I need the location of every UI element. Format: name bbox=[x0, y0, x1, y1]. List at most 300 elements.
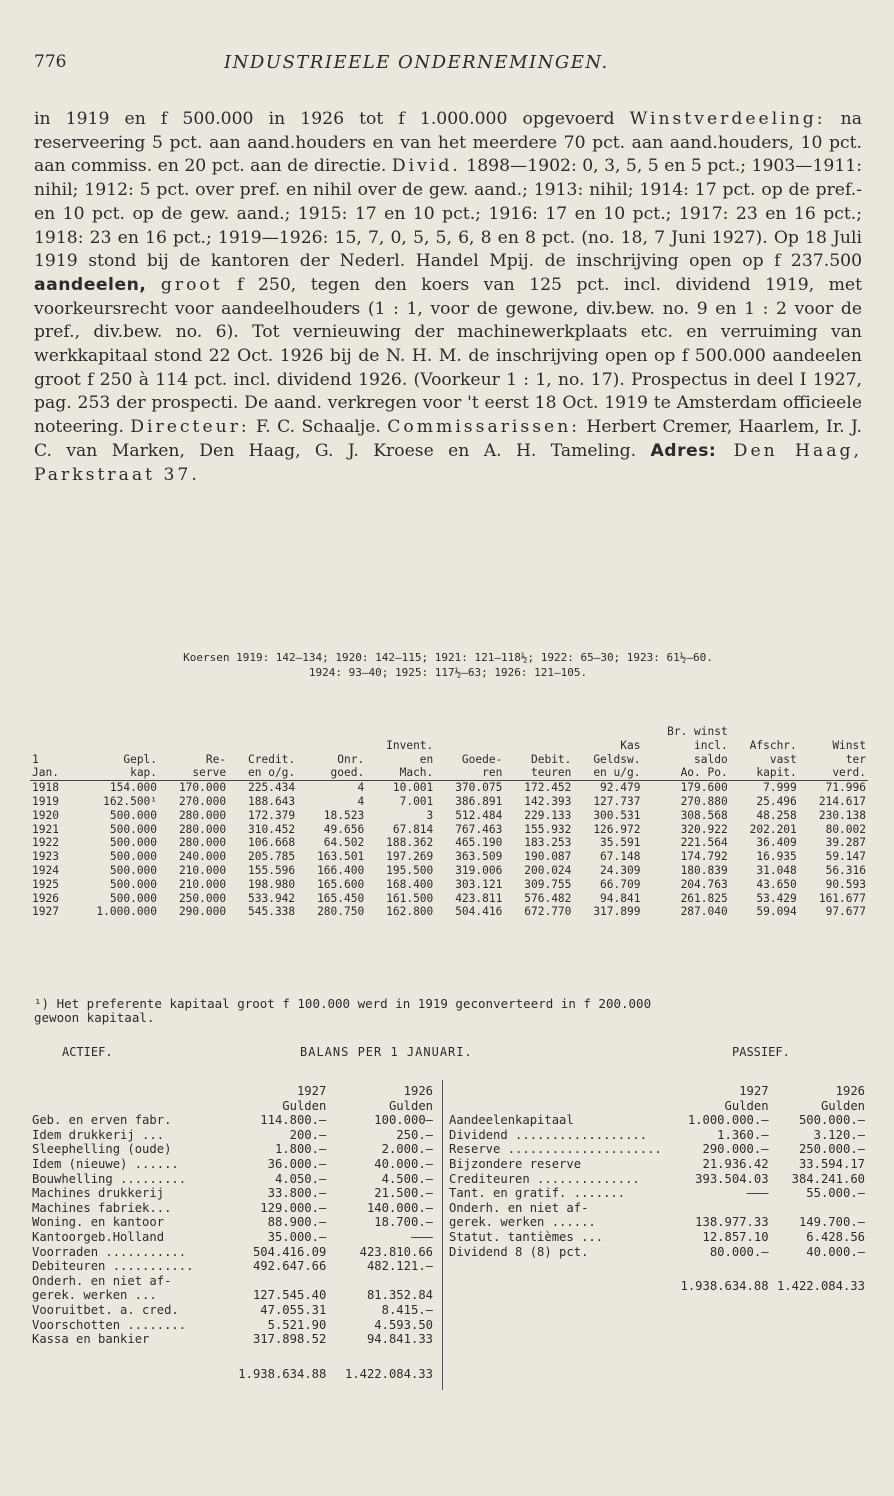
adres-label: Adres: bbox=[650, 440, 717, 461]
assets-row bbox=[30, 1288, 435, 1303]
table-cell: 500.000 bbox=[109, 850, 158, 864]
table-cell: 317.899 bbox=[593, 905, 641, 919]
assets-row bbox=[30, 1201, 435, 1216]
table-cell: 8.415.— bbox=[381, 1302, 433, 1317]
column-divider bbox=[442, 1080, 443, 1390]
table-cell: 1920 bbox=[32, 808, 59, 822]
table-row bbox=[30, 892, 868, 906]
table-cell: 370.075 bbox=[455, 781, 503, 795]
table-cell: 97.677 bbox=[825, 905, 866, 919]
column-header bbox=[159, 739, 228, 753]
column-header: Goede- bbox=[461, 752, 503, 766]
table-cell: 4 bbox=[357, 781, 365, 795]
table-cell: 210.000 bbox=[178, 877, 227, 891]
total-value: 1.422.084.33 bbox=[344, 1366, 433, 1381]
table-cell: 767.463 bbox=[455, 822, 503, 836]
liabilities-row bbox=[447, 1245, 867, 1260]
table-cell: 204.763 bbox=[680, 877, 728, 891]
table-cell: 35.000.— bbox=[267, 1229, 327, 1244]
page-header bbox=[34, 52, 860, 80]
column-header: ter bbox=[845, 752, 866, 766]
table-cell: 180.839 bbox=[680, 863, 728, 877]
column-header: 1 bbox=[32, 752, 39, 766]
table-cell: 229.133 bbox=[524, 808, 572, 822]
table-cell: 31.048 bbox=[756, 863, 797, 877]
table-cell: 56.316 bbox=[825, 863, 866, 877]
column-header: Gulden bbox=[388, 1098, 433, 1113]
table-cell: 170.000 bbox=[178, 781, 227, 795]
assets-header-row bbox=[30, 1084, 435, 1099]
column-header: 1927 bbox=[296, 1084, 327, 1098]
passief-label: PASSIEF. bbox=[732, 1045, 790, 1059]
body-paragraph bbox=[34, 108, 862, 487]
table-cell: gerek. werken ...... bbox=[449, 1215, 596, 1230]
column-header: ren bbox=[435, 766, 504, 780]
table-cell: 142.393 bbox=[524, 794, 572, 808]
table-cell: 290.000 bbox=[178, 905, 227, 919]
koersen-line-1 bbox=[34, 651, 862, 666]
table-cell: 423.810.66 bbox=[359, 1244, 433, 1259]
column-header bbox=[366, 725, 435, 739]
table-cell: Dividend .................. bbox=[449, 1127, 648, 1142]
column-header: Geldsw. bbox=[593, 752, 641, 766]
column-header bbox=[72, 725, 159, 739]
liabilities-row bbox=[447, 1157, 867, 1172]
column-header: incl. bbox=[694, 738, 728, 752]
table-cell: 1926 bbox=[32, 891, 59, 905]
header-row bbox=[30, 725, 868, 739]
table-cell: ——— bbox=[746, 1186, 769, 1201]
column-header: Gulden bbox=[724, 1098, 769, 1113]
text-segment: na reserveering 5 pct. aan aand.houders en van het meerdere 70 pct. aan aand.houders, 10 pct. aan commiss. en 20 pct. aan de directie. bbox=[34, 109, 863, 177]
balance-assets-table bbox=[30, 1084, 435, 1381]
table-cell: 172.379 bbox=[248, 808, 296, 822]
table-cell: 163.501 bbox=[317, 850, 365, 864]
table-cell: 393.504.03 bbox=[695, 1171, 769, 1186]
table-cell: 250.— bbox=[396, 1127, 433, 1142]
table-cell: 165.600 bbox=[317, 877, 365, 891]
table-cell: 500.000 bbox=[109, 836, 158, 850]
table-cell: Idem drukkerij ... bbox=[32, 1127, 165, 1142]
table-cell bbox=[222, 1274, 329, 1289]
assets-row bbox=[30, 1274, 435, 1289]
table-cell: 363.509 bbox=[455, 850, 503, 864]
table-cell: 154.000 bbox=[109, 781, 158, 795]
table-cell: 280.000 bbox=[178, 808, 227, 822]
table-cell: Voorraden ........... bbox=[32, 1244, 187, 1259]
table-cell: 168.400 bbox=[386, 877, 434, 891]
column-header: serve bbox=[159, 766, 228, 780]
table-cell: 500.000 bbox=[109, 891, 158, 905]
column-header: goed. bbox=[297, 766, 366, 780]
table-cell: 138.977.33 bbox=[695, 1215, 769, 1230]
table-cell: 386.891 bbox=[455, 794, 503, 808]
table-cell: 500.000 bbox=[109, 877, 158, 891]
column-header bbox=[72, 739, 159, 753]
liabilities-header-row bbox=[447, 1084, 867, 1099]
table-cell: 198.980 bbox=[248, 877, 296, 891]
table-cell: Crediteuren .............. bbox=[449, 1171, 640, 1186]
table-cell: 492.647.66 bbox=[252, 1259, 327, 1274]
table-cell: 195.500 bbox=[386, 863, 434, 877]
column-header: Ao. Po. bbox=[642, 766, 729, 780]
liabilities-row bbox=[447, 1113, 867, 1128]
table-cell: 504.416.09 bbox=[252, 1244, 327, 1259]
table-cell: 576.482 bbox=[524, 891, 572, 905]
table-cell: 1924 bbox=[32, 863, 59, 877]
table-cell: 64.502 bbox=[323, 836, 365, 850]
column-header: kapit. bbox=[730, 766, 799, 780]
table-cell: Statut. tantièmes ... bbox=[449, 1229, 604, 1244]
table-cell: 25.496 bbox=[756, 794, 797, 808]
table-cell: 40.000.— bbox=[806, 1244, 865, 1259]
assets-row bbox=[30, 1142, 435, 1157]
table-cell: 545.338 bbox=[248, 905, 296, 919]
table-cell: 500.000 bbox=[109, 863, 158, 877]
table-cell bbox=[328, 1274, 435, 1289]
table-header bbox=[30, 725, 868, 781]
table-cell: Voorschotten ........ bbox=[32, 1317, 187, 1332]
table-cell: 250.000.— bbox=[798, 1142, 865, 1157]
table-cell: 200.024 bbox=[524, 863, 572, 877]
table-cell: 300.531 bbox=[593, 808, 641, 822]
table-cell: 140.000.— bbox=[366, 1200, 433, 1215]
table-row bbox=[30, 781, 868, 795]
table-cell: Bouwhelling ......... bbox=[32, 1171, 187, 1186]
table-cell: gerek. werken ... bbox=[32, 1288, 157, 1303]
koersen-label: Koersen bbox=[183, 651, 230, 664]
table-cell: 290.000.— bbox=[702, 1142, 769, 1157]
table-body bbox=[30, 781, 868, 919]
assets-row bbox=[30, 1259, 435, 1274]
table-cell: 5.521.90 bbox=[267, 1317, 327, 1332]
table-cell: 33.800.— bbox=[267, 1186, 327, 1201]
column-header bbox=[435, 739, 504, 753]
header-row bbox=[30, 753, 868, 767]
table-cell: 319.006 bbox=[455, 863, 503, 877]
column-header bbox=[297, 725, 366, 739]
table-cell: 1.000.000.— bbox=[687, 1113, 769, 1128]
column-header bbox=[435, 725, 504, 739]
table-cell: 320.922 bbox=[680, 822, 728, 836]
table-cell: 48.258 bbox=[756, 808, 797, 822]
table-cell: 1.360.— bbox=[717, 1127, 769, 1142]
table-cell: Tant. en gratif. ....... bbox=[449, 1186, 626, 1201]
table-cell: 16.935 bbox=[756, 850, 797, 864]
table-cell: 66.709 bbox=[600, 877, 641, 891]
assets-header-row bbox=[30, 1099, 435, 1114]
liabilities-row bbox=[447, 1215, 867, 1230]
table-row bbox=[30, 795, 868, 809]
table-cell: 114.800.— bbox=[260, 1113, 327, 1128]
table-row bbox=[30, 836, 868, 850]
table-cell: 106.668 bbox=[248, 836, 296, 850]
koersen-line-2: 1924: 93—40; 1925: 117½—63; 1926: 121—105. bbox=[308, 665, 588, 679]
liabilities-row bbox=[447, 1172, 867, 1187]
table-cell: 92.479 bbox=[600, 781, 641, 795]
assets-totals-row bbox=[30, 1347, 435, 1382]
table-cell: 80.002 bbox=[825, 822, 866, 836]
table-cell: 53.429 bbox=[756, 891, 797, 905]
total-value: 1.938.634.88 bbox=[238, 1366, 327, 1381]
column-header: Kas bbox=[620, 738, 641, 752]
table-cell: Sleephelling (oude) bbox=[32, 1142, 172, 1157]
total-value: 1.938.634.88 bbox=[680, 1279, 769, 1294]
table-cell: 161.500 bbox=[386, 891, 434, 905]
table-cell: Debiteuren ........... bbox=[32, 1259, 194, 1274]
table-cell bbox=[674, 1201, 770, 1216]
table-cell: 533.942 bbox=[248, 891, 296, 905]
table-cell: 4 bbox=[357, 794, 365, 808]
column-header: Credit. bbox=[248, 752, 296, 766]
balance-sheet-heading bbox=[62, 1045, 842, 1063]
table-cell: 500.000 bbox=[109, 808, 158, 822]
table-cell: 179.600 bbox=[680, 781, 728, 795]
table-cell: Onderh. en niet af- bbox=[449, 1200, 589, 1215]
table-row bbox=[30, 905, 868, 919]
table-cell: 280.750 bbox=[317, 905, 365, 919]
table-cell: 210.000 bbox=[178, 863, 227, 877]
table-cell: 1925 bbox=[32, 877, 59, 891]
table-cell: 88.900.— bbox=[267, 1215, 327, 1230]
column-header: Onr. bbox=[337, 752, 365, 766]
footnote bbox=[34, 997, 864, 1025]
table-cell: 270.000 bbox=[178, 794, 227, 808]
table-cell: Machines fabriek... bbox=[32, 1200, 172, 1215]
column-header: Jan. bbox=[30, 766, 72, 780]
table-cell: 672.770 bbox=[524, 905, 572, 919]
liabilities-row bbox=[447, 1230, 867, 1245]
liabilities-header-row bbox=[447, 1099, 867, 1114]
assets-row bbox=[30, 1215, 435, 1230]
table-cell: Aandeelenkapitaal bbox=[449, 1113, 574, 1128]
table-cell: 18.700.— bbox=[374, 1215, 433, 1230]
table-cell: 7.001 bbox=[399, 794, 434, 808]
page-number: 776 bbox=[34, 52, 67, 72]
balance-liabilities-table bbox=[447, 1084, 867, 1294]
total-value: 1.422.084.33 bbox=[776, 1279, 865, 1294]
table-cell: 149.700.— bbox=[798, 1215, 865, 1230]
column-header: Invent. bbox=[386, 738, 434, 752]
table-cell: 67.148 bbox=[600, 850, 641, 864]
table-cell: 287.040 bbox=[680, 905, 728, 919]
table-cell: 303.121 bbox=[455, 877, 503, 891]
table-cell: 1.800.— bbox=[274, 1142, 327, 1157]
table-cell: 240.000 bbox=[178, 850, 227, 864]
table-cell: 200.— bbox=[289, 1127, 327, 1142]
table-cell: 129.000.— bbox=[260, 1200, 327, 1215]
table-cell: 36.000.— bbox=[267, 1156, 327, 1171]
table-row bbox=[30, 878, 868, 892]
table-cell: 309.755 bbox=[524, 877, 572, 891]
table-cell: 465.190 bbox=[455, 836, 503, 850]
table-cell: 71.996 bbox=[825, 781, 866, 795]
table-cell: 59.094 bbox=[756, 905, 797, 919]
table-cell: 3 bbox=[426, 808, 434, 822]
column-header: verd. bbox=[799, 766, 868, 780]
table-cell: Bijzondere reserve bbox=[449, 1156, 582, 1171]
text-segment: f 250, tegen den koers van 125 pct. incl. dividend 1919, met voorkeursrecht voor aandeelhouders (1 : 1, voor de gewone, div.bew. no. 9 en 1 : 2 voor de pref., div.bew. no. 6). Tot vernieuwing der machinewerkplaats etc. en verruiming van werkkapitaal stond 22 Oct. 1926 bij de N. H. M. de inschrijving open op f 500.000 aandeelen groot f 250 à 114 pct. incl. dividend 1926. (Voorkeur 1 : 1, no. 17). Prospectus in deel I 1927, pag. 253 der prospecti. De aand. verkregen voor 't eerst 18 Oct. 1919 te Amsterdam officieele noteering. bbox=[34, 274, 863, 438]
column-header bbox=[447, 1084, 674, 1099]
table-cell: ——— bbox=[410, 1229, 433, 1244]
table-cell: 230.138 bbox=[818, 808, 866, 822]
financial-history-table bbox=[30, 725, 868, 919]
directeur-label: Directeur: bbox=[130, 417, 250, 438]
actief-label: ACTIEF. bbox=[62, 1045, 113, 1059]
column-header: teuren bbox=[504, 766, 573, 780]
koersen-values: 1919: 142—134; 1920: 142—115; 1921: 121—118½; 1922: 65—30; 1923: 61½—60. bbox=[229, 651, 713, 664]
liabilities-row bbox=[447, 1142, 867, 1157]
table-cell: Dividend 8 (8) pct. bbox=[449, 1244, 589, 1259]
column-header bbox=[504, 725, 573, 739]
assets-row bbox=[30, 1157, 435, 1172]
column-header: en o/g. bbox=[228, 766, 297, 780]
column-header: Debit. bbox=[530, 752, 572, 766]
table-cell: 94.841 bbox=[600, 891, 641, 905]
table-cell: 308.568 bbox=[680, 808, 728, 822]
column-header bbox=[30, 739, 72, 753]
table-cell: 94.841.33 bbox=[366, 1332, 433, 1347]
table-cell: Vooruitbet. a. cred. bbox=[32, 1302, 179, 1317]
table-cell: 59.147 bbox=[825, 850, 866, 864]
text-segment: in 1919 en f 500.000 in 1926 tot f 1.000.000 opgevoerd bbox=[34, 109, 630, 129]
table-cell: 49.656 bbox=[323, 822, 365, 836]
column-header: Mach. bbox=[366, 766, 435, 780]
table-cell: 126.972 bbox=[593, 822, 641, 836]
liabilities-totals-row bbox=[447, 1259, 867, 1294]
table-cell: 188.643 bbox=[248, 794, 296, 808]
table-cell: 423.811 bbox=[455, 891, 503, 905]
running-title: INDUSTRIEELE ONDERNEMINGEN. bbox=[224, 52, 609, 73]
table-cell: 214.617 bbox=[818, 794, 866, 808]
text-segment: Herbert Cremer, Haarlem, Ir. J. C. van Marken, Den Haag, G. J. Kroese en A. H. Tameling. bbox=[34, 417, 862, 461]
column-header bbox=[297, 739, 366, 753]
table-cell: 127.545.40 bbox=[252, 1288, 327, 1303]
header-row bbox=[30, 766, 868, 780]
table-cell: 36.409 bbox=[756, 836, 797, 850]
table-cell: Kantoorgeb.Holland bbox=[32, 1229, 165, 1244]
column-header: Gulden bbox=[820, 1098, 865, 1113]
table-row bbox=[30, 809, 868, 823]
column-header: Re- bbox=[205, 752, 227, 766]
winstverdeeling-label: Winstverdeeling: bbox=[629, 109, 826, 129]
table-cell: 55.000.— bbox=[806, 1186, 865, 1201]
table-cell: 250.000 bbox=[178, 891, 227, 905]
table-cell: 1923 bbox=[32, 850, 59, 864]
table-cell: 47.055.31 bbox=[260, 1302, 327, 1317]
table-cell: 1918 bbox=[32, 781, 59, 795]
table-cell: 280.000 bbox=[178, 836, 227, 850]
table-cell: 1.000.000 bbox=[96, 905, 158, 919]
table-cell: 2.000.— bbox=[381, 1142, 433, 1157]
assets-row bbox=[30, 1245, 435, 1260]
table-cell: Woning. en kantoor bbox=[32, 1215, 165, 1230]
balance-title: BALANS PER 1 JANUARI. bbox=[300, 1045, 473, 1059]
table-cell: 202.201 bbox=[749, 822, 797, 836]
assets-row bbox=[30, 1318, 435, 1333]
column-header: 1926 bbox=[835, 1084, 865, 1098]
column-header bbox=[159, 725, 228, 739]
table-cell: 100.000— bbox=[374, 1113, 433, 1128]
table-cell: 155.932 bbox=[524, 822, 572, 836]
table-cell: 35.591 bbox=[600, 836, 641, 850]
table-cell: 261.825 bbox=[680, 891, 728, 905]
table-cell: 162.500¹ bbox=[103, 794, 158, 808]
column-header: kap. bbox=[72, 766, 159, 780]
table-cell: 500.000 bbox=[109, 822, 158, 836]
table-cell: 1919 bbox=[32, 794, 59, 808]
table-cell: Machines drukkerij bbox=[32, 1186, 165, 1201]
column-header: Br. winst bbox=[667, 725, 728, 738]
column-header bbox=[228, 739, 297, 753]
column-header bbox=[30, 1084, 222, 1099]
footnote-line-2: gewoon kapitaal. bbox=[34, 1010, 155, 1025]
column-header bbox=[30, 725, 72, 739]
column-header: en u/g. bbox=[573, 766, 642, 780]
table-cell: 155.596 bbox=[248, 863, 296, 877]
table-cell: 7.999 bbox=[763, 781, 797, 795]
table-cell: 512.484 bbox=[455, 808, 503, 822]
assets-row bbox=[30, 1303, 435, 1318]
column-header: Winst bbox=[832, 738, 866, 752]
table-cell: 197.269 bbox=[386, 850, 434, 864]
address-text: Den Haag, Parkstraat 37. bbox=[34, 440, 862, 485]
table-cell: 127.737 bbox=[593, 794, 641, 808]
table-cell: 270.880 bbox=[680, 794, 728, 808]
table-cell: 67.814 bbox=[392, 822, 434, 836]
liabilities-body bbox=[447, 1084, 867, 1294]
table-cell: 80.000.— bbox=[709, 1244, 769, 1259]
assets-row bbox=[30, 1230, 435, 1245]
table-cell: 24.309 bbox=[600, 863, 641, 877]
table-cell: 174.792 bbox=[680, 850, 728, 864]
table-cell: 6.428.56 bbox=[806, 1229, 865, 1244]
table-cell: 21.500.— bbox=[374, 1186, 433, 1201]
table-cell: 21.936.42 bbox=[702, 1156, 769, 1171]
table-cell: 1927 bbox=[32, 905, 59, 919]
table-cell: 40.000.— bbox=[374, 1156, 433, 1171]
table-cell: 172.452 bbox=[524, 781, 572, 795]
column-header bbox=[228, 725, 297, 739]
table-cell: 162.800 bbox=[386, 905, 434, 919]
table-cell bbox=[771, 1201, 867, 1216]
assets-row bbox=[30, 1113, 435, 1128]
aandeelen-label: aandeelen, bbox=[34, 274, 147, 295]
footnote-line-1: ¹) Het preferente kapitaal groot f 100.000 werd in 1919 geconverteerd in f 200.000 bbox=[34, 996, 652, 1011]
table-cell: Geb. en erven fabr. bbox=[32, 1113, 172, 1128]
table-cell: 166.400 bbox=[317, 863, 365, 877]
table-cell: 33.594.17 bbox=[798, 1156, 865, 1171]
assets-row bbox=[30, 1128, 435, 1143]
table-cell: 4.500.— bbox=[381, 1171, 433, 1186]
table-cell: 500.000.— bbox=[798, 1113, 865, 1128]
table-cell: 1921 bbox=[32, 822, 59, 836]
table-cell: 12.857.10 bbox=[702, 1229, 769, 1244]
column-header: Gulden bbox=[282, 1098, 327, 1113]
table-cell: 43.650 bbox=[756, 877, 797, 891]
table-row bbox=[30, 864, 868, 878]
commissarissen-label: Commissarissen: bbox=[387, 417, 581, 438]
table-cell: Idem (nieuwe) ...... bbox=[32, 1156, 179, 1171]
table-row bbox=[30, 850, 868, 864]
table-cell: 39.287 bbox=[825, 836, 866, 850]
column-header bbox=[30, 1099, 222, 1114]
liabilities-row bbox=[447, 1186, 867, 1201]
table-cell: 205.785 bbox=[248, 850, 296, 864]
table-cell bbox=[30, 1347, 222, 1382]
table-cell: 310.452 bbox=[248, 822, 296, 836]
table-cell: 482.121.— bbox=[366, 1259, 433, 1274]
